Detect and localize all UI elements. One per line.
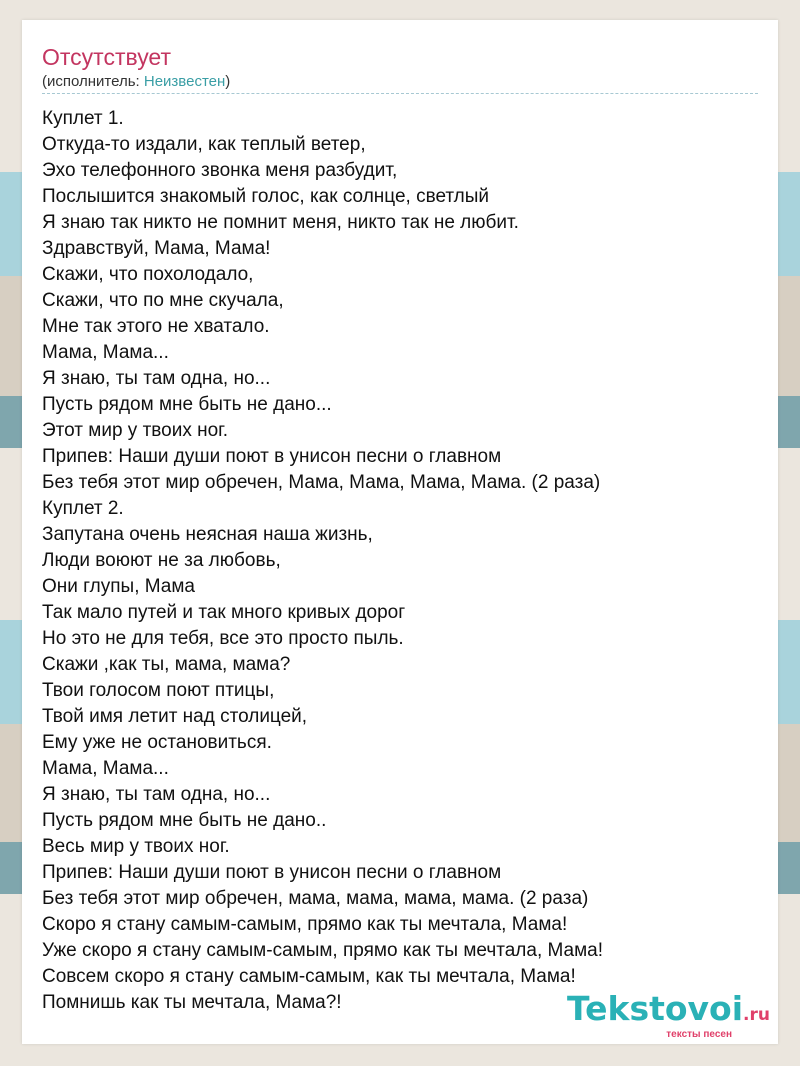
lyric-line: Куплет 1. bbox=[42, 108, 124, 129]
lyric-line: Совсем скоро я стану самым-самым, как ты мечтала, Мама! bbox=[42, 966, 576, 987]
artist-suffix: ) bbox=[225, 73, 231, 90]
lyrics-card bbox=[22, 20, 778, 1044]
lyrics-text bbox=[42, 106, 603, 1016]
artist-prefix: (исполнитель: bbox=[42, 73, 144, 90]
lyric-line: Скажи, что похолодало, bbox=[42, 264, 254, 285]
lyric-line: Пусть рядом мне быть не дано.. bbox=[42, 810, 327, 831]
lyric-line: Скажи ,как ты, мама, мама? bbox=[42, 654, 291, 675]
lyric-line: Эхо телефонного звонка меня разбудит, bbox=[42, 160, 398, 181]
lyric-line: Откуда-то издали, как теплый ветер, bbox=[42, 134, 366, 155]
dashed-divider bbox=[42, 93, 758, 94]
lyric-line: Я знаю так никто не помнит меня, никто так не любит. bbox=[42, 212, 519, 233]
lyric-line: Припев: Наши души поют в унисон песни о главном bbox=[42, 446, 502, 467]
lyric-line: Мама, Мама... bbox=[42, 342, 169, 363]
lyric-line: Твой имя летит над столицей, bbox=[42, 706, 308, 727]
lyric-line: Ему уже не остановиться. bbox=[42, 732, 272, 753]
lyric-line: Но это не для тебя, все это просто пыль. bbox=[42, 628, 404, 649]
logo-tagline: тексты песен bbox=[666, 1029, 732, 1040]
lyric-line: Послышится знакомый голос, как солнце, светлый bbox=[42, 186, 490, 207]
lyric-line: Весь мир у твоих ног. bbox=[42, 836, 230, 857]
lyric-line: Пусть рядом мне быть не дано... bbox=[42, 394, 332, 415]
artist-link[interactable]: Неизвестен bbox=[143, 73, 226, 90]
lyric-line: Этот мир у твоих ног. bbox=[42, 420, 229, 441]
lyric-line: Я знаю, ты там одна, но... bbox=[42, 368, 271, 389]
artist-line bbox=[42, 72, 230, 92]
lyric-line: Мне так этого не хватало. bbox=[42, 316, 270, 337]
lyric-line: Я знаю, ты там одна, но... bbox=[42, 784, 271, 805]
lyric-line: Без тебя этот мир обречен, мама, мама, мама, мама. (2 раза) bbox=[42, 888, 589, 909]
logo-domain: .ru bbox=[743, 1005, 770, 1025]
lyric-line: Скажи, что по мне скучала, bbox=[42, 290, 284, 311]
lyric-line: Без тебя этот мир обречен, Мама, Мама, Мама, Мама. (2 раза) bbox=[42, 472, 601, 493]
lyric-line: Они глупы, Мама bbox=[42, 576, 196, 597]
site-logo[interactable] bbox=[567, 991, 770, 1040]
lyric-line: Куплет 2. bbox=[42, 498, 124, 519]
lyric-line: Запутана очень неясная наша жизнь, bbox=[42, 524, 373, 545]
logo-wordmark bbox=[567, 991, 770, 1033]
lyric-line: Помнишь как ты мечтала, Мама?! bbox=[42, 992, 342, 1013]
lyric-line: Так мало путей и так много кривых дорог bbox=[42, 602, 406, 623]
lyric-line: Здравствуй, Мама, Мама! bbox=[42, 238, 271, 259]
logo-main-text: Tekstovoi bbox=[567, 989, 744, 1028]
lyric-line: Припев: Наши души поют в унисон песни о главном bbox=[42, 862, 502, 883]
lyric-line: Твои голосом поют птицы, bbox=[42, 680, 275, 701]
lyric-line: Скоро я стану самым-самым, прямо как ты мечтала, Мама! bbox=[42, 914, 568, 935]
lyric-line: Уже скоро я стану самым-самым, прямо как ты мечтала, Мама! bbox=[42, 940, 604, 961]
lyric-line: Люди воюют не за любовь, bbox=[42, 550, 281, 571]
song-title: Отсутствует bbox=[42, 44, 171, 70]
lyric-line: Мама, Мама... bbox=[42, 758, 169, 779]
